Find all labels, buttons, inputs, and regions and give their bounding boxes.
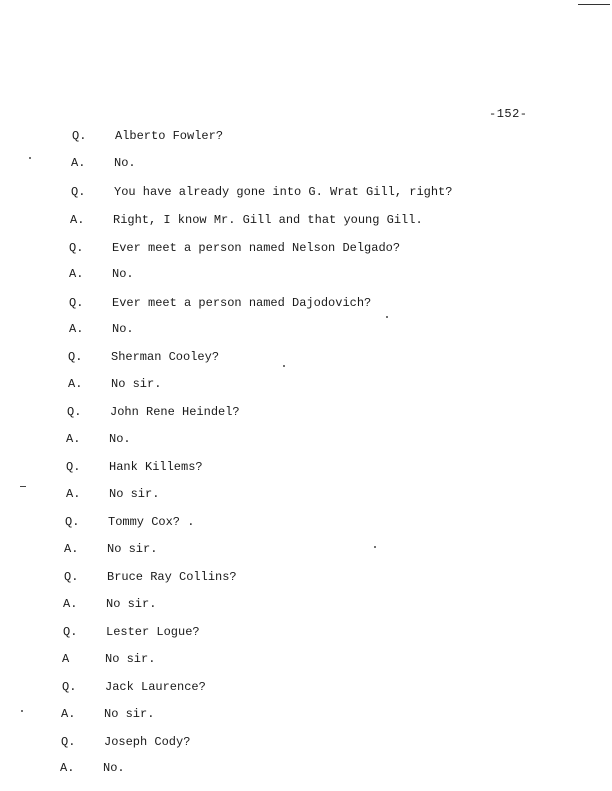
speaker-label: A. <box>69 267 84 281</box>
speaker-label: Q. <box>68 350 83 364</box>
speaker-label: A. <box>66 487 81 501</box>
utterance-text: Lester Logue? <box>106 625 200 639</box>
utterance-text: John Rene Heindel? <box>110 405 240 419</box>
utterance-text: Joseph Cody? <box>104 735 191 749</box>
utterance-text: No sir. <box>106 597 157 611</box>
speaker-label: Q. <box>69 296 84 310</box>
utterance-text: Right, I know Mr. Gill and that young Gill. <box>113 213 423 227</box>
speaker-label: A <box>62 652 70 666</box>
utterance-text: Ever meet a person named Dajodovich? <box>112 296 372 310</box>
speaker-label: Q. <box>61 735 76 749</box>
speaker-label: A. <box>61 707 76 721</box>
utterance-text: Sherman Cooley? <box>111 350 220 364</box>
utterance-text: No. <box>112 322 134 336</box>
speaker-label: A. <box>66 432 81 446</box>
speaker-label: A. <box>64 542 79 556</box>
speaker-label: A. <box>71 156 86 170</box>
speaker-label: Q. <box>72 129 87 143</box>
utterance-text: Alberto Fowler? <box>115 129 224 143</box>
speaker-label: A. <box>68 377 83 391</box>
speaker-label: A. <box>63 597 78 611</box>
utterance-text: Bruce Ray Collins? <box>107 570 237 584</box>
utterance-text: Ever meet a person named Nelson Delgado? <box>112 241 401 255</box>
utterance-text: No sir. <box>111 377 162 391</box>
utterance-text: No sir. <box>104 707 155 721</box>
scan-speck <box>20 486 26 487</box>
utterance-text: You have already gone into G. Wrat Gill, right? <box>114 185 453 199</box>
scan-speck <box>21 710 23 712</box>
scan-speck <box>386 316 388 318</box>
utterance-text: No sir. <box>107 542 158 556</box>
page-number: -152- <box>489 107 528 121</box>
utterance-text: Jack Laurence? <box>105 680 206 694</box>
speaker-label: Q. <box>65 515 80 529</box>
speaker-label: Q. <box>71 185 86 199</box>
speaker-label: Q. <box>66 460 81 474</box>
scan-speck <box>374 546 376 548</box>
scan-speck <box>29 157 31 159</box>
speaker-label: Q. <box>62 680 77 694</box>
speaker-label: A. <box>60 761 75 775</box>
utterance-text: No sir. <box>105 652 156 666</box>
utterance-text: No. <box>109 432 131 446</box>
speaker-label: Q. <box>67 405 82 419</box>
speaker-label: Q. <box>64 570 79 584</box>
scan-edge-mark <box>578 4 610 5</box>
utterance-text: Tommy Cox? . <box>108 515 195 529</box>
utterance-text: No sir. <box>109 487 160 501</box>
scan-speck <box>283 365 285 367</box>
utterance-text: Hank Killems? <box>109 460 203 474</box>
utterance-text: No. <box>112 267 134 281</box>
utterance-text: No. <box>103 761 125 775</box>
speaker-label: A. <box>70 213 85 227</box>
speaker-label: Q. <box>69 241 84 255</box>
speaker-label: A. <box>69 322 84 336</box>
utterance-text: No. <box>114 156 136 170</box>
speaker-label: Q. <box>63 625 78 639</box>
